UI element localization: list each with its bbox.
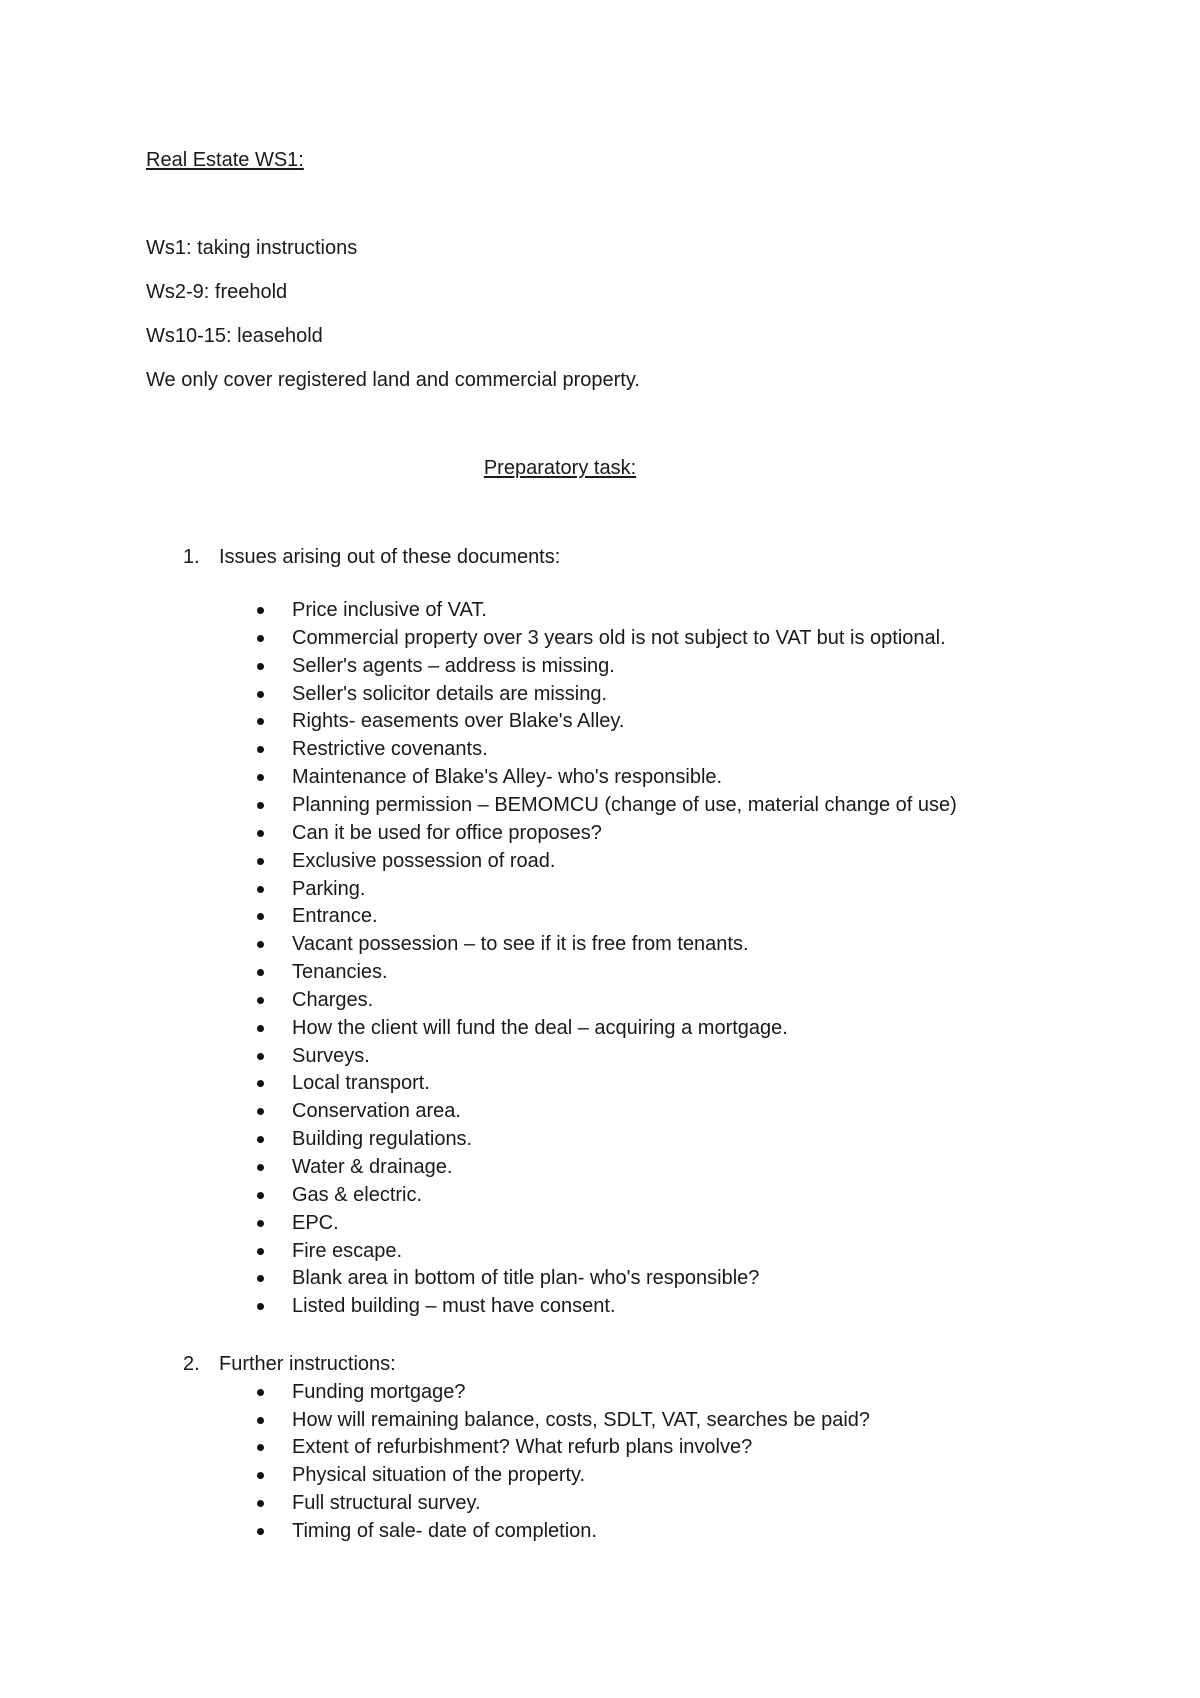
list-item: Fire escape. bbox=[292, 1239, 403, 1262]
list-item: Conservation area. bbox=[292, 1100, 461, 1123]
bullet-icon bbox=[257, 1053, 264, 1060]
bullet-icon bbox=[257, 941, 264, 948]
list-item: How will remaining balance, costs, SDLT, VAT, searches be paid? bbox=[292, 1408, 871, 1431]
list-item: Commercial property over 3 years old is not subject to VAT but is optional. bbox=[292, 626, 946, 649]
list-item: How the client will fund the deal – acquiring a mortgage. bbox=[292, 1016, 788, 1039]
bullet-icon bbox=[257, 691, 264, 698]
list-item: Price inclusive of VAT. bbox=[292, 599, 487, 621]
bullet-icon bbox=[257, 663, 264, 670]
list-item: Charges. bbox=[292, 988, 374, 1011]
bullet-icon bbox=[257, 858, 264, 865]
list-item: Building regulations. bbox=[292, 1128, 473, 1151]
bullet-icon bbox=[257, 1080, 264, 1087]
list-item: Seller's agents – address is missing. bbox=[292, 654, 615, 677]
list-item: Tenancies. bbox=[292, 961, 388, 984]
bullet-icon bbox=[257, 886, 264, 893]
list-item: Surveys. bbox=[292, 1044, 370, 1067]
list-number: 1. bbox=[183, 546, 200, 568]
list-item: Listed building – must have consent. bbox=[292, 1295, 616, 1318]
bullet-icon bbox=[257, 1303, 264, 1310]
list-item: EPC. bbox=[292, 1211, 339, 1234]
list-item: Restrictive covenants. bbox=[292, 738, 488, 761]
page-title: Real Estate WS1: bbox=[146, 149, 304, 171]
bullet-icon bbox=[257, 718, 264, 725]
list-item: Entrance. bbox=[292, 905, 378, 928]
overview-line: Ws2-9: freehold bbox=[146, 281, 288, 303]
bullet-icon bbox=[257, 997, 264, 1004]
list-item: Maintenance of Blake's Alley- who's responsible. bbox=[292, 766, 723, 789]
bullet-icon bbox=[257, 1500, 264, 1507]
bullet-icon bbox=[257, 830, 264, 837]
overview-line: Ws10-15: leasehold bbox=[146, 325, 323, 347]
bullet-icon bbox=[257, 969, 264, 976]
list-item: Physical situation of the property. bbox=[292, 1464, 586, 1487]
list-heading: Further instructions: bbox=[219, 1353, 396, 1375]
overview-line: Ws1: taking instructions bbox=[146, 237, 358, 259]
bullet-icon bbox=[257, 1528, 264, 1535]
bullet-icon bbox=[257, 1025, 264, 1032]
bullet-icon bbox=[257, 774, 264, 781]
bullet-icon bbox=[257, 1275, 264, 1282]
list-item: Rights- easements over Blake's Alley. bbox=[292, 710, 625, 733]
list-item: Planning permission – BEMOMCU (change of use, material change of use) bbox=[292, 793, 957, 816]
bullet-icon bbox=[257, 635, 264, 642]
bullet-icon bbox=[257, 1136, 264, 1143]
list-item: Exclusive possession of road. bbox=[292, 849, 556, 872]
bullet-icon bbox=[257, 1192, 264, 1199]
list-heading: Issues arising out of these documents: bbox=[219, 546, 561, 568]
bullet-icon bbox=[257, 913, 264, 920]
section-heading: Preparatory task: bbox=[483, 457, 637, 479]
bullet-icon bbox=[257, 607, 264, 614]
bullet-icon bbox=[257, 1389, 264, 1396]
overview-line: We only cover registered land and commercial property. bbox=[146, 369, 640, 391]
list-item: Local transport. bbox=[292, 1072, 430, 1095]
list-item: Full structural survey. bbox=[292, 1491, 481, 1514]
list-item: Can it be used for office proposes? bbox=[292, 821, 602, 844]
bullet-icon bbox=[257, 1472, 264, 1479]
list-item: Water & drainage. bbox=[292, 1156, 453, 1178]
list-number: 2. bbox=[183, 1353, 200, 1375]
list-item: Vacant possession – to see if it is free from tenants. bbox=[292, 933, 749, 956]
bullet-icon bbox=[257, 1164, 264, 1171]
bullet-icon bbox=[257, 1248, 264, 1255]
bullet-icon bbox=[257, 1417, 264, 1424]
list-item: Parking. bbox=[292, 877, 366, 900]
list-item: Seller's solicitor details are missing. bbox=[292, 682, 608, 705]
bullet-icon bbox=[257, 1444, 264, 1451]
bullet-icon bbox=[257, 746, 264, 753]
list-item: Extent of refurbishment? What refurb plans involve? bbox=[292, 1436, 753, 1459]
list-item: Funding mortgage? bbox=[292, 1381, 466, 1403]
bullet-icon bbox=[257, 802, 264, 809]
list-item: Timing of sale- date of completion. bbox=[292, 1519, 597, 1542]
bullet-icon bbox=[257, 1220, 264, 1227]
list-item: Gas & electric. bbox=[292, 1183, 423, 1206]
list-item: Blank area in bottom of title plan- who's responsible? bbox=[292, 1267, 760, 1290]
bullet-icon bbox=[257, 1108, 264, 1115]
